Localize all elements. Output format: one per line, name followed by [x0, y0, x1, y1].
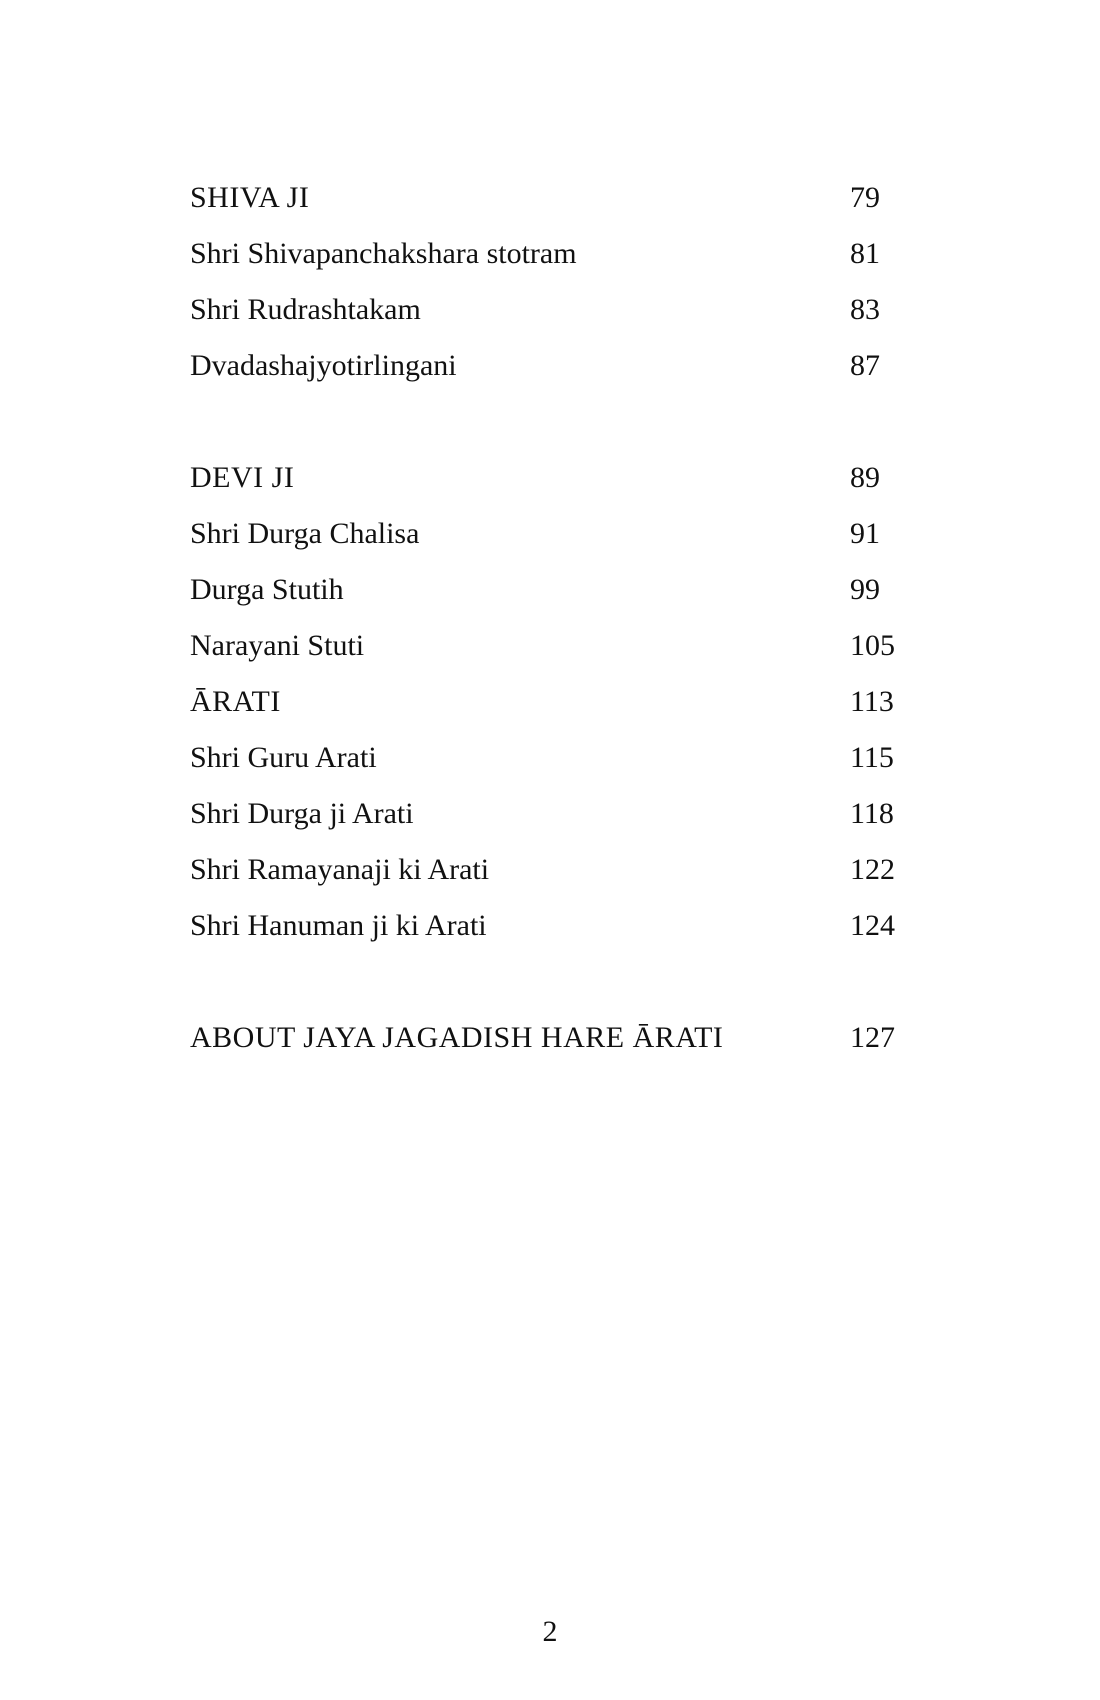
toc-heading-devi[interactable]: [190, 456, 910, 512]
toc-entry-title: Shri Hanuman ji ki Arati: [190, 909, 487, 942]
toc-entry-page: 87: [850, 349, 880, 382]
toc-entry-page: 124: [850, 909, 895, 942]
toc-entry-page: 89: [850, 461, 880, 494]
toc-entry-page: 81: [850, 237, 880, 270]
toc-entry[interactable]: [190, 232, 910, 288]
toc-heading-about[interactable]: [190, 1016, 910, 1072]
toc-entry-page: 127: [850, 1021, 895, 1054]
toc-entry-title: Dvadashajyotirlingani: [190, 349, 457, 382]
toc-entry-page: 91: [850, 517, 880, 550]
toc-entry-title: Shri Durga ji Arati: [190, 797, 414, 830]
toc-entry[interactable]: [190, 512, 910, 568]
toc-entry[interactable]: [190, 736, 910, 792]
toc-entry[interactable]: [190, 792, 910, 848]
toc-entry[interactable]: [190, 848, 910, 904]
toc-heading-arati[interactable]: [190, 680, 910, 736]
toc-entry-page: 99: [850, 573, 880, 606]
toc-entry[interactable]: [190, 904, 910, 960]
toc-entry-title: Narayani Stuti: [190, 629, 365, 662]
toc-entry-title: Shri Shivapanchakshara stotram: [190, 237, 577, 270]
toc-entry-page: 83: [850, 293, 880, 326]
page-number: 2: [542, 1615, 558, 1648]
section-spacer: [190, 400, 910, 456]
table-of-contents: [190, 176, 910, 1072]
toc-entry[interactable]: [190, 568, 910, 624]
toc-entry-title: Shri Rudrashtakam: [190, 293, 421, 326]
toc-entry-title: ĀRATI: [190, 685, 281, 718]
toc-entry-title: Shri Guru Arati: [190, 741, 377, 774]
toc-entry-page: 115: [850, 741, 894, 774]
toc-entry-page: 122: [850, 853, 895, 886]
toc-entry-title: Durga Stutih: [190, 573, 344, 606]
toc-entry[interactable]: [190, 624, 910, 680]
toc-entry-title: SHIVA JI: [190, 181, 310, 214]
toc-heading-shiva[interactable]: [190, 176, 910, 232]
toc-entry-page: 105: [850, 629, 895, 662]
toc-entry-title: Shri Durga Chalisa: [190, 517, 420, 550]
toc-entry-title: DEVI JI: [190, 461, 295, 494]
toc-entry-page: 118: [850, 797, 894, 830]
toc-entry-page: 79: [850, 181, 880, 214]
toc-entry-page: 113: [850, 685, 894, 718]
toc-entry[interactable]: [190, 344, 910, 400]
toc-entry-title: ABOUT JAYA JAGADISH HARE ĀRATI: [190, 1021, 724, 1054]
toc-entry-title: Shri Ramayanaji ki Arati: [190, 853, 490, 886]
section-spacer: [190, 960, 910, 1016]
toc-entry[interactable]: [190, 288, 910, 344]
